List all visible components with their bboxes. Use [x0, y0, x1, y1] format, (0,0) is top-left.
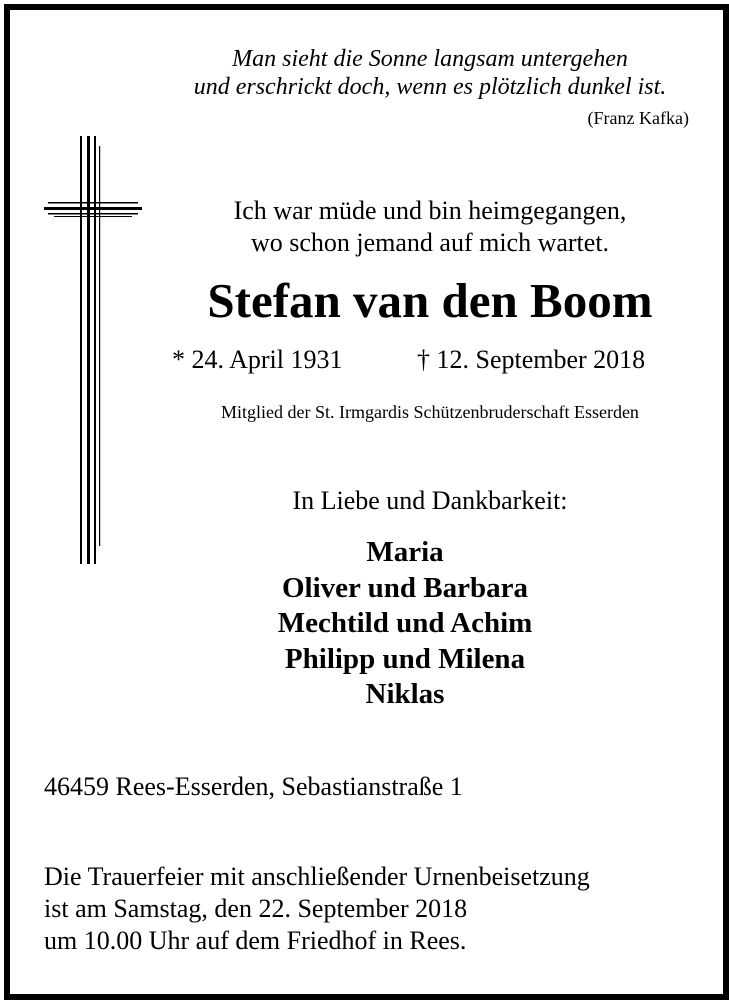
kafka-quote: [150, 45, 710, 101]
motto: [150, 195, 710, 259]
quote-line: und erschrickt doch, wenn es plötzlich dunkel ist.: [193, 74, 667, 100]
birth-date: * 24. April 1931: [172, 345, 343, 374]
deceased-name: Stefan van den Boom: [207, 273, 653, 328]
service-line: ist am Samstag, den 22. September 2018: [44, 894, 468, 923]
mourner-name: Mechtild und Achim: [277, 607, 533, 639]
mourner-name: Maria: [366, 536, 444, 568]
membership-note: Mitglied der St. Irmgardis Schützenbruderschaft Esserden: [221, 402, 639, 422]
service-line: um 10.00 Uhr auf dem Friedhof in Rees.: [44, 926, 467, 955]
death-date: † 12. September 2018: [417, 345, 646, 374]
mourners-intro: In Liebe und Dankbarkeit:: [292, 486, 568, 515]
life-dates: [172, 343, 692, 377]
mourners-list: [150, 535, 660, 713]
quote-author: (Franz Kafka): [587, 108, 689, 128]
motto-line: Ich war müde und bin heimgegangen,: [233, 196, 627, 225]
quote-line: Man sieht die Sonne langsam untergehen: [232, 46, 628, 72]
motto-line: wo schon jemand auf mich wartet.: [250, 228, 610, 257]
mourner-name: Philipp und Milena: [284, 642, 526, 675]
cross-icon: [44, 136, 142, 564]
mourner-name: Niklas: [365, 678, 445, 710]
funeral-service-info: [44, 861, 590, 957]
service-line: Die Trauerfeier mit anschließender Urnenbeisetzung: [44, 862, 590, 891]
family-address: 46459 Rees-Esserden, Sebastianstraße 1: [44, 772, 463, 801]
mourner-name: Oliver und Barbara: [282, 571, 528, 604]
